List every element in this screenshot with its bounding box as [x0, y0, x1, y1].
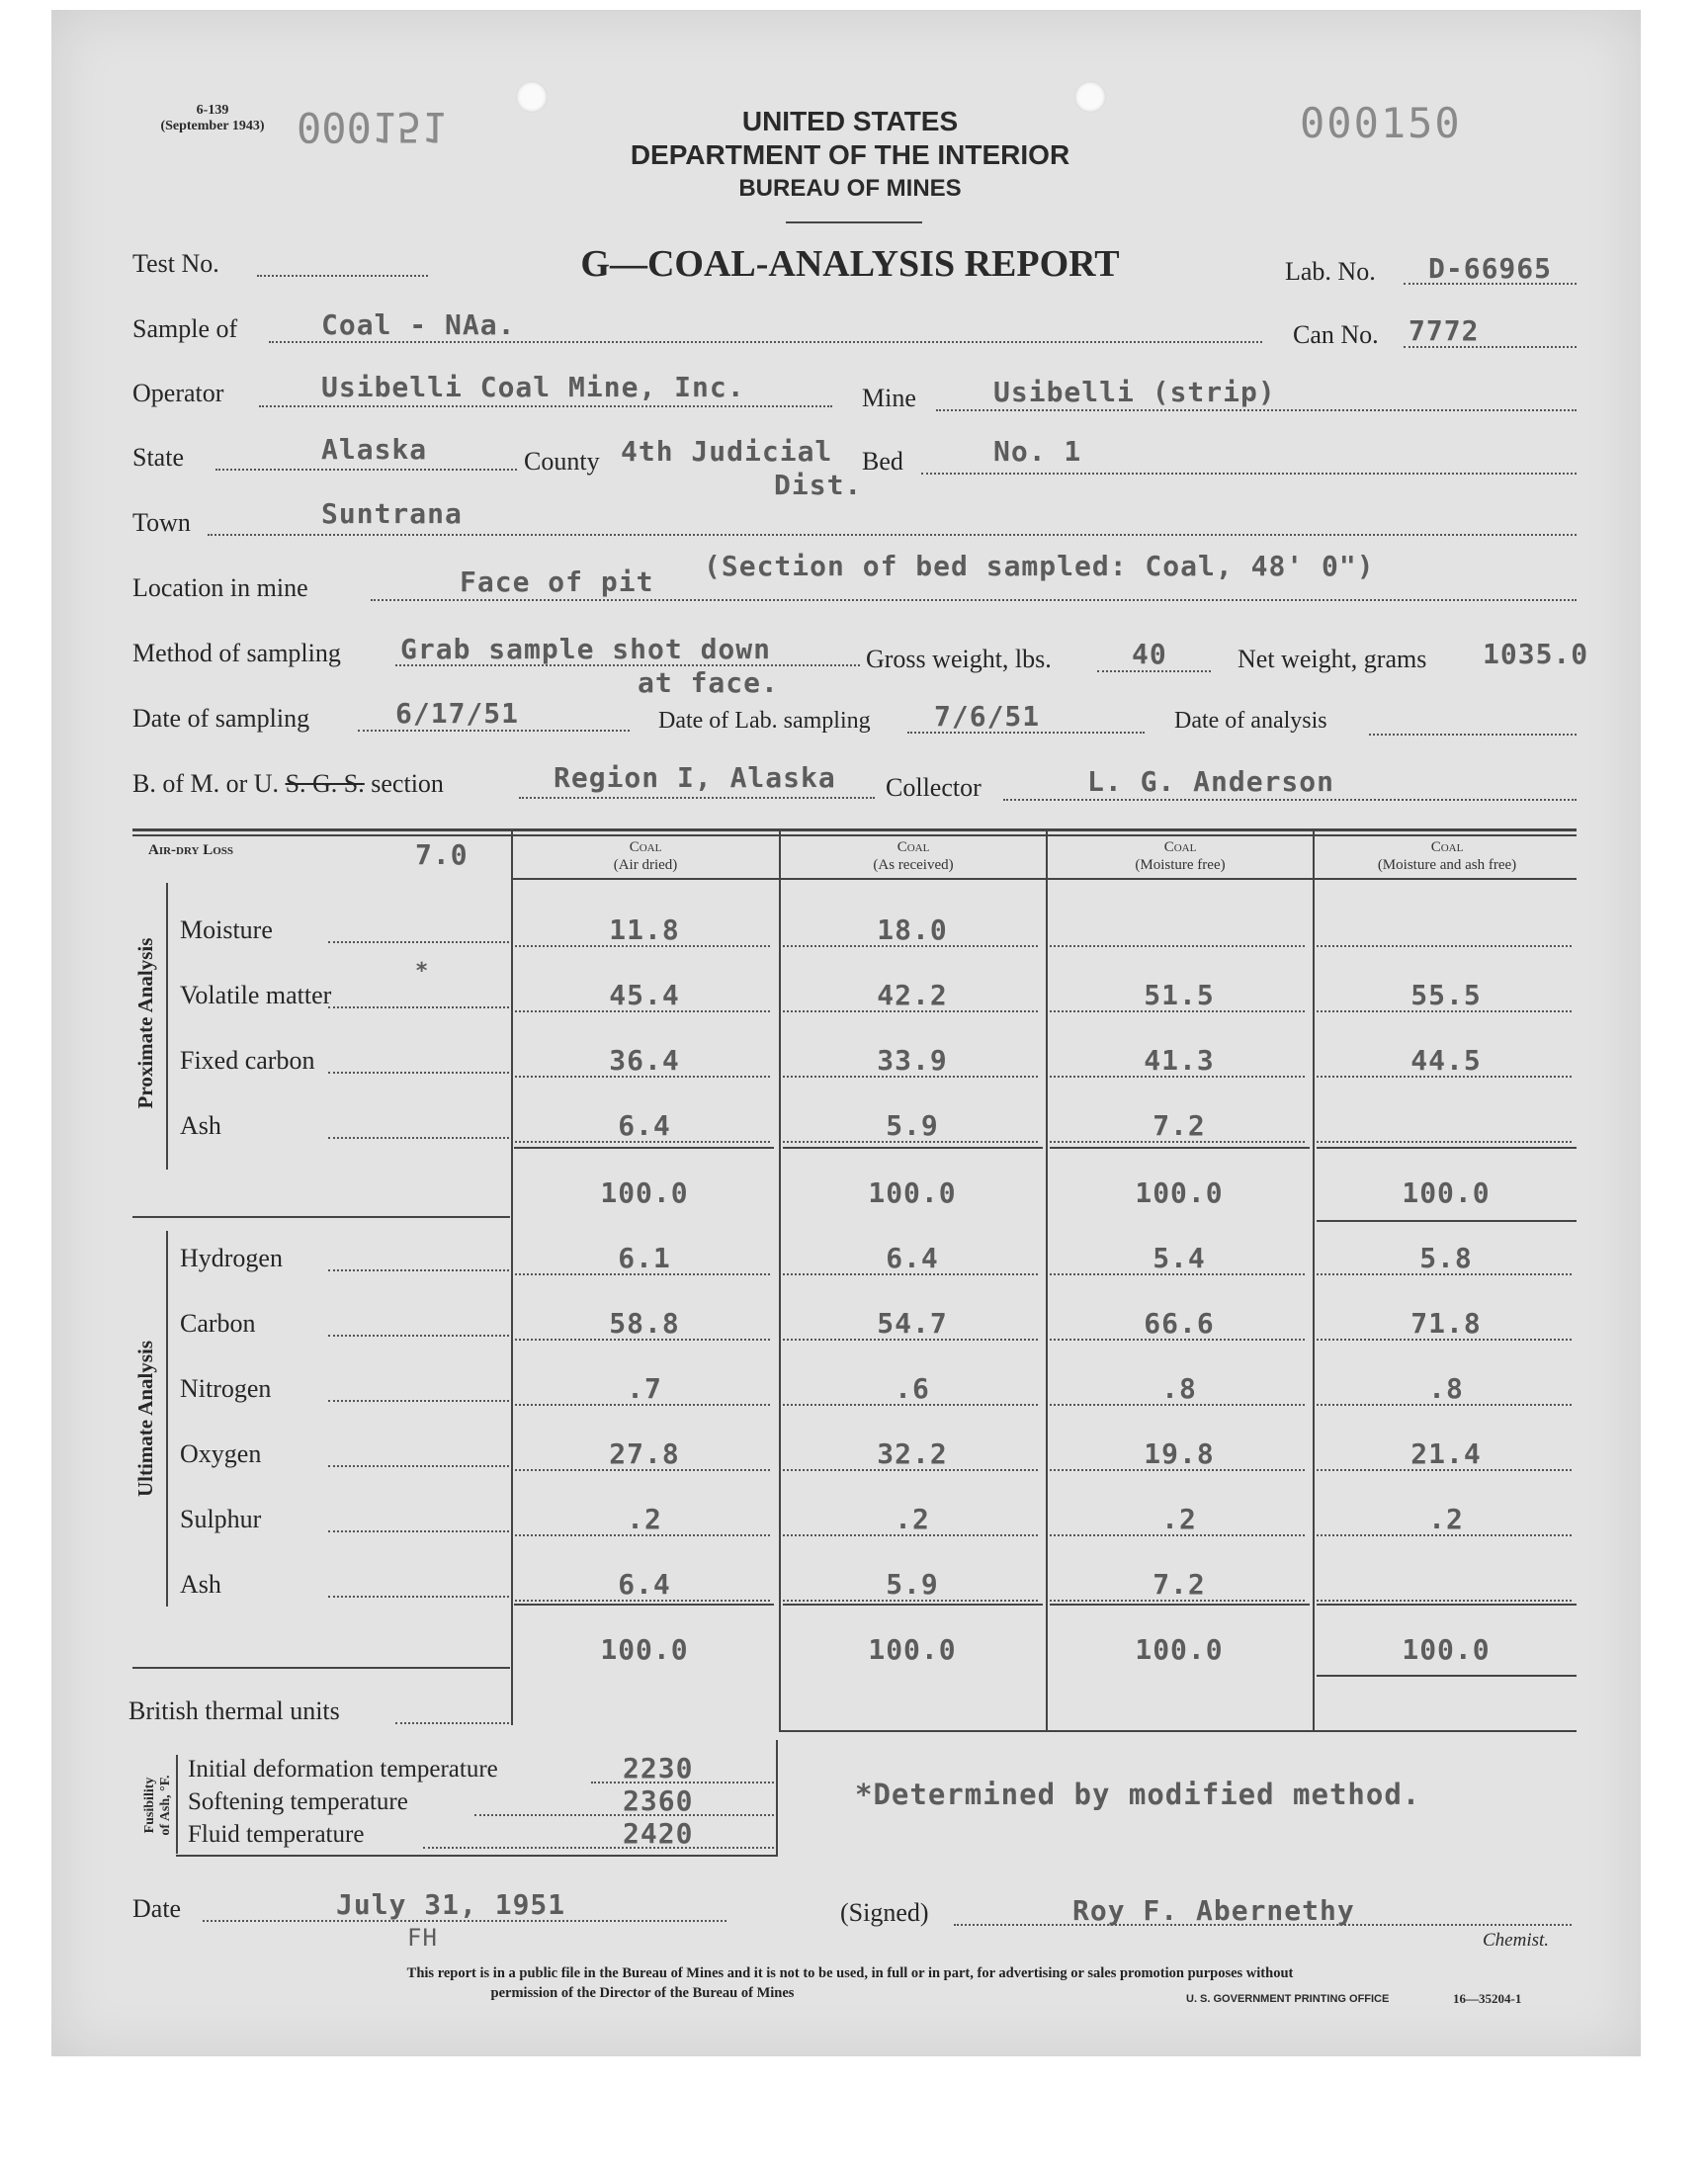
method-value-line2: at face. [638, 666, 779, 699]
row-label: Carbon [180, 1309, 256, 1338]
net-weight-value: 1035.0 [1483, 638, 1589, 670]
footnote-mark: * [415, 959, 430, 984]
county-value-line1: 4th Judicial [621, 435, 833, 468]
section-separator [132, 1667, 510, 1669]
cell-value: 71.8 [1410, 1307, 1482, 1340]
total-value: 100.0 [600, 1176, 689, 1209]
signed-label: (Signed) [840, 1898, 929, 1927]
cell-value: 18.0 [877, 914, 948, 946]
total-value: 100.0 [868, 1176, 957, 1209]
bed-label: Bed [862, 447, 903, 476]
cell-value: .8 [1428, 1372, 1464, 1405]
operator-label: Operator [132, 379, 224, 407]
sum-rule [514, 1604, 774, 1606]
lab-no-label: Lab. No. [1285, 257, 1376, 286]
county-value-line2: Dist. [774, 469, 863, 501]
cell-value: 5.4 [1153, 1242, 1206, 1274]
total-value: 100.0 [1402, 1633, 1491, 1666]
fusibility-value: 2230 [623, 1752, 694, 1784]
section-separator [1317, 1675, 1577, 1677]
proximate-analysis-label: Proximate Analysis [133, 937, 157, 1109]
sum-rule [783, 1604, 1043, 1606]
btu-line [395, 1722, 509, 1724]
mine-value: Usibelli (strip) [993, 376, 1276, 408]
cell-value: 33.9 [877, 1044, 948, 1077]
fusibility-leader [423, 1847, 774, 1849]
can-no-value: 7772 [1409, 314, 1480, 347]
cell-value: 6.4 [618, 1109, 671, 1142]
agency-header [554, 105, 1147, 206]
row-label: Ash [180, 1111, 221, 1140]
section-label-struck: S. G. S. [285, 769, 365, 798]
cell-value: .8 [1161, 1372, 1197, 1405]
row-leader [328, 1335, 509, 1337]
cell-value: 45.4 [609, 979, 680, 1011]
header-rule [786, 221, 922, 223]
cell-value: 27.8 [609, 1437, 680, 1470]
row-label: Fixed carbon [180, 1046, 315, 1075]
cell-value: .2 [895, 1503, 930, 1535]
cell-value: 6.4 [618, 1568, 671, 1601]
cell-line [1317, 1600, 1572, 1602]
fusibility-value: 2420 [623, 1817, 694, 1850]
date-label: Date [132, 1894, 182, 1923]
form-number-block [138, 103, 287, 134]
fusibility-bracket [176, 1755, 178, 1854]
sum-rule [514, 1147, 774, 1149]
cell-value: .2 [1161, 1503, 1197, 1535]
table-col-divider [1313, 830, 1315, 1732]
cell-value: 42.2 [877, 979, 948, 1011]
punch-hole [516, 81, 548, 113]
btu-label: British thermal units [128, 1696, 340, 1725]
report-title: G—COAL-ANALYSIS REPORT [580, 243, 1120, 285]
fusibility-right-border [776, 1740, 778, 1857]
bed-value: No. 1 [993, 435, 1082, 468]
row-leader [328, 1530, 509, 1532]
fusibility-side-label: Fusibility of Ash, °F. [142, 1775, 173, 1836]
signature-name: Roy F. Abernethy [1072, 1894, 1355, 1927]
printing-office: U. S. GOVERNMENT PRINTING OFFICE [1186, 1993, 1390, 2005]
cell-line [1317, 945, 1572, 947]
section-label-part-a: B. of M. or U. [132, 769, 280, 798]
section-value: Region I, Alaska [554, 761, 836, 794]
air-dry-loss-label: Air-dry Loss [148, 842, 234, 858]
row-label: Oxygen [180, 1439, 262, 1468]
cell-value: .2 [1428, 1503, 1464, 1535]
sum-rule [1317, 1604, 1577, 1606]
cell-value: 66.6 [1144, 1307, 1215, 1340]
section-line [519, 797, 875, 799]
fusibility-row-label: Softening temperature [188, 1788, 408, 1815]
fusibility-row-label: Initial deformation temperature [188, 1756, 498, 1783]
total-value: 100.0 [1402, 1176, 1491, 1209]
cell-value: 5.9 [886, 1109, 939, 1142]
can-no-label: Can No. [1293, 320, 1379, 349]
form-edition: (September 1943) [160, 119, 265, 133]
date-sampling-label: Date of sampling [132, 704, 310, 733]
location-value: Face of pit [460, 566, 654, 598]
total-value: 100.0 [1135, 1176, 1224, 1209]
lab-no-value: D-66965 [1428, 252, 1553, 285]
section-separator [1317, 1220, 1577, 1222]
date-analysis-label: Date of analysis [1174, 708, 1327, 734]
collector-label: Collector [886, 773, 982, 802]
cell-line [1050, 945, 1305, 947]
header-line-2: DEPARTMENT OF THE INTERIOR [630, 139, 1070, 170]
mine-label: Mine [862, 384, 916, 412]
ultimate-analysis-label: Ultimate Analysis [133, 1340, 157, 1498]
section-sampled-note: (Section of bed sampled: Coal, 48' 0") [704, 550, 1375, 582]
test-no-label: Test No. [132, 249, 219, 278]
cell-value: 6.1 [618, 1242, 671, 1274]
initials: FH [407, 1924, 438, 1952]
location-line [371, 599, 1577, 601]
location-label: Location in mine [132, 573, 308, 602]
cell-value: 5.8 [1419, 1242, 1473, 1274]
cell-value: .7 [627, 1372, 662, 1405]
form-code: 16—35204-1 [1453, 1991, 1522, 2006]
row-leader [328, 1400, 509, 1402]
collector-value: L. G. Anderson [1087, 765, 1335, 798]
cell-value: 44.5 [1410, 1044, 1482, 1077]
table-top-rule [132, 828, 1577, 831]
row-label: Moisture [180, 915, 273, 944]
row-label: Ash [180, 1570, 221, 1599]
row-label: Hydrogen [180, 1244, 283, 1272]
cell-value: 19.8 [1144, 1437, 1215, 1470]
sum-rule [783, 1147, 1043, 1149]
gross-weight-label: Gross weight, lbs. [866, 645, 1052, 673]
date-lab-value: 7/6/51 [934, 700, 1041, 733]
row-leader [328, 1269, 509, 1271]
sample-of-label: Sample of [132, 314, 238, 343]
collector-line [1003, 799, 1577, 801]
cell-value: 7.2 [1153, 1568, 1206, 1601]
date-analysis-line [1369, 734, 1577, 736]
state-line [215, 469, 517, 471]
section-label [132, 769, 444, 799]
section-label-part-c: section [371, 769, 444, 798]
report-page [51, 10, 1641, 2056]
cell-value: 21.4 [1410, 1437, 1482, 1470]
mine-line [936, 409, 1577, 411]
gross-weight-line [1097, 670, 1211, 672]
state-value: Alaska [321, 433, 428, 466]
date-sampling-value: 6/17/51 [395, 697, 520, 730]
sum-rule [1050, 1147, 1310, 1149]
cell-value: 5.9 [886, 1568, 939, 1601]
town-line [208, 534, 1577, 536]
header-line-1: UNITED STATES [741, 106, 959, 136]
county-label: County [524, 447, 600, 476]
sum-rule [1050, 1604, 1310, 1606]
town-value: Suntrana [321, 497, 463, 530]
ultimate-bracket [166, 1231, 168, 1607]
row-label: Volatile matter [180, 981, 332, 1009]
total-value: 100.0 [600, 1633, 689, 1666]
gross-weight-value: 40 [1132, 638, 1167, 670]
row-leader [328, 1072, 509, 1074]
cell-value: 11.8 [609, 914, 680, 946]
col-header-moisture-free: Coal (Moisture free) [1135, 839, 1226, 873]
signature-title: Chemist. [1483, 1930, 1550, 1951]
footer-notice-line1: This report is in a public file in the Bureau of Mines and it is not to be used, in full or in part, for advertising or sales promotion purposes without [406, 1965, 1294, 1981]
method-value-line1: Grab sample shot down [400, 633, 772, 665]
cell-value: 41.3 [1144, 1044, 1215, 1077]
proximate-bracket [166, 883, 168, 1170]
test-no-line [257, 275, 428, 277]
row-leader [328, 1137, 509, 1139]
cell-line [1317, 1141, 1572, 1143]
col-header-moisture-ash-free: Coal (Moisture and ash free) [1377, 839, 1517, 873]
cell-value: 36.4 [609, 1044, 680, 1077]
row-leader [328, 1465, 509, 1467]
bed-line [921, 473, 1577, 475]
sample-of-line [269, 341, 1262, 343]
state-label: State [132, 443, 184, 472]
cell-value: 7.2 [1153, 1109, 1206, 1142]
header-line-3: BUREAU OF MINES [738, 175, 962, 202]
row-label: Nitrogen [180, 1374, 272, 1403]
table-header-rule [511, 878, 1577, 880]
form-number: 6-139 [196, 103, 229, 118]
cell-value: 51.5 [1144, 979, 1215, 1011]
air-dry-loss-value: 7.0 [415, 838, 469, 871]
row-leader [328, 1006, 509, 1008]
total-value: 100.0 [1135, 1633, 1224, 1666]
col-header-as-received: Coal (As received) [873, 839, 954, 873]
row-label: Sulphur [180, 1505, 262, 1533]
net-weight-label: Net weight, grams [1238, 645, 1427, 673]
sum-rule [1317, 1147, 1577, 1149]
stamp-number-left: 000151 [297, 103, 447, 151]
row-leader [328, 941, 509, 943]
cell-value: 58.8 [609, 1307, 680, 1340]
method-label: Method of sampling [132, 639, 341, 667]
stamp-number-right: 000150 [1300, 99, 1462, 147]
operator-line [259, 405, 832, 407]
cell-value: 32.2 [877, 1437, 948, 1470]
date-lab-label: Date of Lab. sampling [658, 708, 871, 734]
cell-value: 55.5 [1410, 979, 1482, 1011]
fusibility-value: 2360 [623, 1784, 694, 1817]
cell-value: 6.4 [886, 1242, 939, 1274]
total-value: 100.0 [868, 1633, 957, 1666]
town-label: Town [132, 508, 191, 537]
fusibility-bottom-border [176, 1855, 777, 1857]
btu-rule [781, 1730, 1577, 1732]
determined-note: *Determined by modified method. [855, 1778, 1421, 1811]
date-sampling-line [358, 730, 630, 732]
report-date-value: July 31, 1951 [336, 1888, 566, 1921]
operator-value: Usibelli Coal Mine, Inc. [321, 371, 745, 403]
cell-value: 54.7 [877, 1307, 948, 1340]
table-top-rule-2 [132, 834, 1577, 836]
cell-value: .2 [627, 1503, 662, 1535]
col-header-air-dried: Coal (Air dried) [613, 839, 678, 873]
fusibility-row-label: Fluid temperature [188, 1821, 365, 1848]
sample-of-value: Coal - NAa. [321, 308, 516, 341]
section-separator [132, 1216, 510, 1218]
row-leader [328, 1596, 509, 1598]
footer-notice-line2: permission of the Director of the Bureau of Mines [490, 1985, 795, 2001]
cell-value: .6 [895, 1372, 930, 1405]
